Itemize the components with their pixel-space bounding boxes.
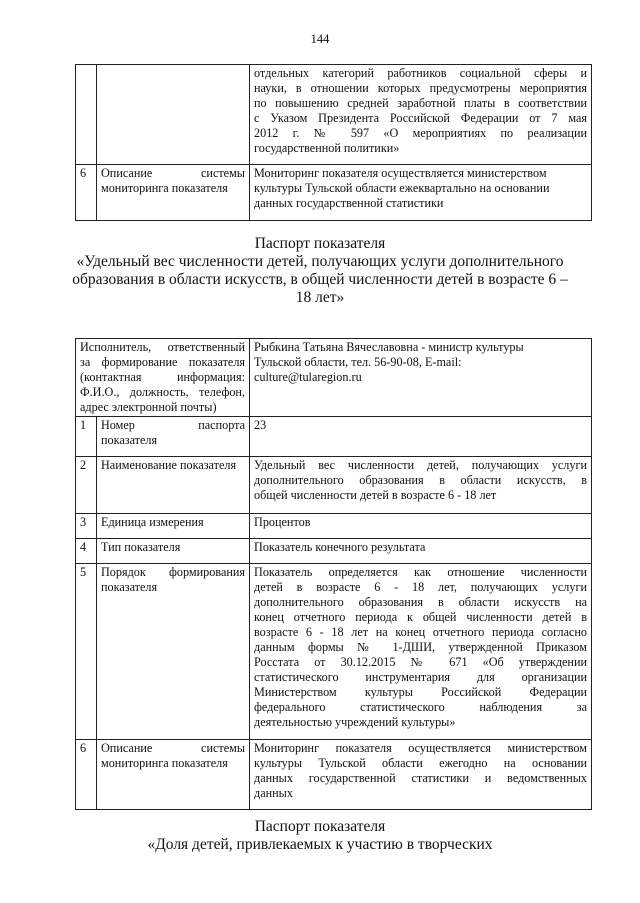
row-number: 6 bbox=[76, 165, 97, 221]
indicator-passport-table bbox=[75, 338, 592, 810]
text-line: государственной политики» bbox=[254, 141, 400, 155]
row-value: Удельный вес численности детей, получающих услуги дополнительного образования в области искусств, в общей численности детей в возрасте 6 - 18 лет bbox=[250, 457, 592, 514]
page-number: 144 bbox=[310, 32, 330, 46]
row-label: Описание системы мониторинга показателя bbox=[97, 740, 250, 810]
row-value: 23 bbox=[250, 417, 592, 457]
row-value: Мониторинг показателя осуществляется министерством культуры Тульской области ежегодно на основании данных государственной статистики и ведомственных данных bbox=[250, 740, 592, 810]
row-number: 5 bbox=[76, 564, 97, 740]
text-line: с Указом Президента Российской Федерации от 7 мая bbox=[254, 111, 587, 125]
row-number: 1 bbox=[76, 417, 97, 457]
text-line: по повышению средней заработной платы в соответствии bbox=[254, 96, 587, 110]
passport-title-next: Паспорт показателя «Доля детей, привлекаемых к участию в творческих bbox=[147, 818, 493, 853]
table-row bbox=[76, 539, 592, 564]
row-label: Порядок формирования показателя bbox=[97, 564, 250, 740]
row-value: Показатель конечного результата bbox=[250, 539, 592, 564]
row-number: 6 bbox=[76, 740, 97, 810]
row-label: Тип показателя bbox=[97, 539, 250, 564]
table-row bbox=[76, 740, 592, 810]
table-row bbox=[76, 514, 592, 539]
table-row bbox=[76, 564, 592, 740]
row-number: 4 bbox=[76, 539, 97, 564]
cell-num bbox=[76, 65, 97, 165]
row-value: Мониторинг показателя осуществляется министерством культуры Тульской области ежеквартально на основании данных государственной статистики bbox=[250, 165, 592, 221]
text-line: 2012 г. № 597 «О мероприятиях по реализации bbox=[254, 126, 587, 140]
text-line: науки, в отношении которых предусмотрены мероприятия bbox=[254, 81, 587, 95]
table-row-continuation bbox=[76, 65, 592, 165]
row-value: Процентов bbox=[250, 514, 592, 539]
row-number: 2 bbox=[76, 457, 97, 514]
table-row-executor bbox=[76, 339, 592, 417]
table-row bbox=[76, 165, 592, 221]
table-row bbox=[76, 457, 592, 514]
row-label: Единица измерения bbox=[97, 514, 250, 539]
row-label: Наименование показателя bbox=[97, 457, 250, 514]
row-number: 3 bbox=[76, 514, 97, 539]
row-label: Номер паспорта показателя bbox=[97, 417, 250, 457]
table-row bbox=[76, 417, 592, 457]
passport-title: Паспорт показателя «Удельный вес численности детей, получающих услуги дополнительного образования в области искусств, в общей численности детей в возрасте 6 – 18 лет» bbox=[72, 235, 568, 306]
cell-label bbox=[97, 65, 250, 165]
text-line: отдельных категорий работников социальной сферы и bbox=[254, 66, 587, 80]
executor-value: Рыбкина Татьяна Вячеславовна - министр культуры Тульской области, тел. 56-90-08, E-mail: culture@tularegion.ru bbox=[250, 339, 592, 417]
executor-label: Исполнитель, ответственный за формирование показателя (контактная информация: Ф.И.О., должность, телефон, адрес электронной почты) bbox=[76, 339, 250, 417]
indicator-table-previous bbox=[75, 64, 592, 221]
row-value: Показатель определяется как отношение численности детей в возрасте 6 - 18 лет, получающих услуги дополнительного образования в области искусств на конец отчетного периода к общей численности детей в возрасте 6 - 18 лет на конец отчетного периода согласно данным формы № 1-ДШИ, утвержденной Приказом Росстата от 30.12.2015 № 671 «Об утверждении статистического инструментария для организации Министерством культуры Российской Федерации федерального статистического наблюдения за деятельностью учреждений культуры» bbox=[250, 564, 592, 740]
row-label: Описание системы мониторинга показателя bbox=[97, 165, 250, 221]
cell-value bbox=[250, 65, 592, 165]
